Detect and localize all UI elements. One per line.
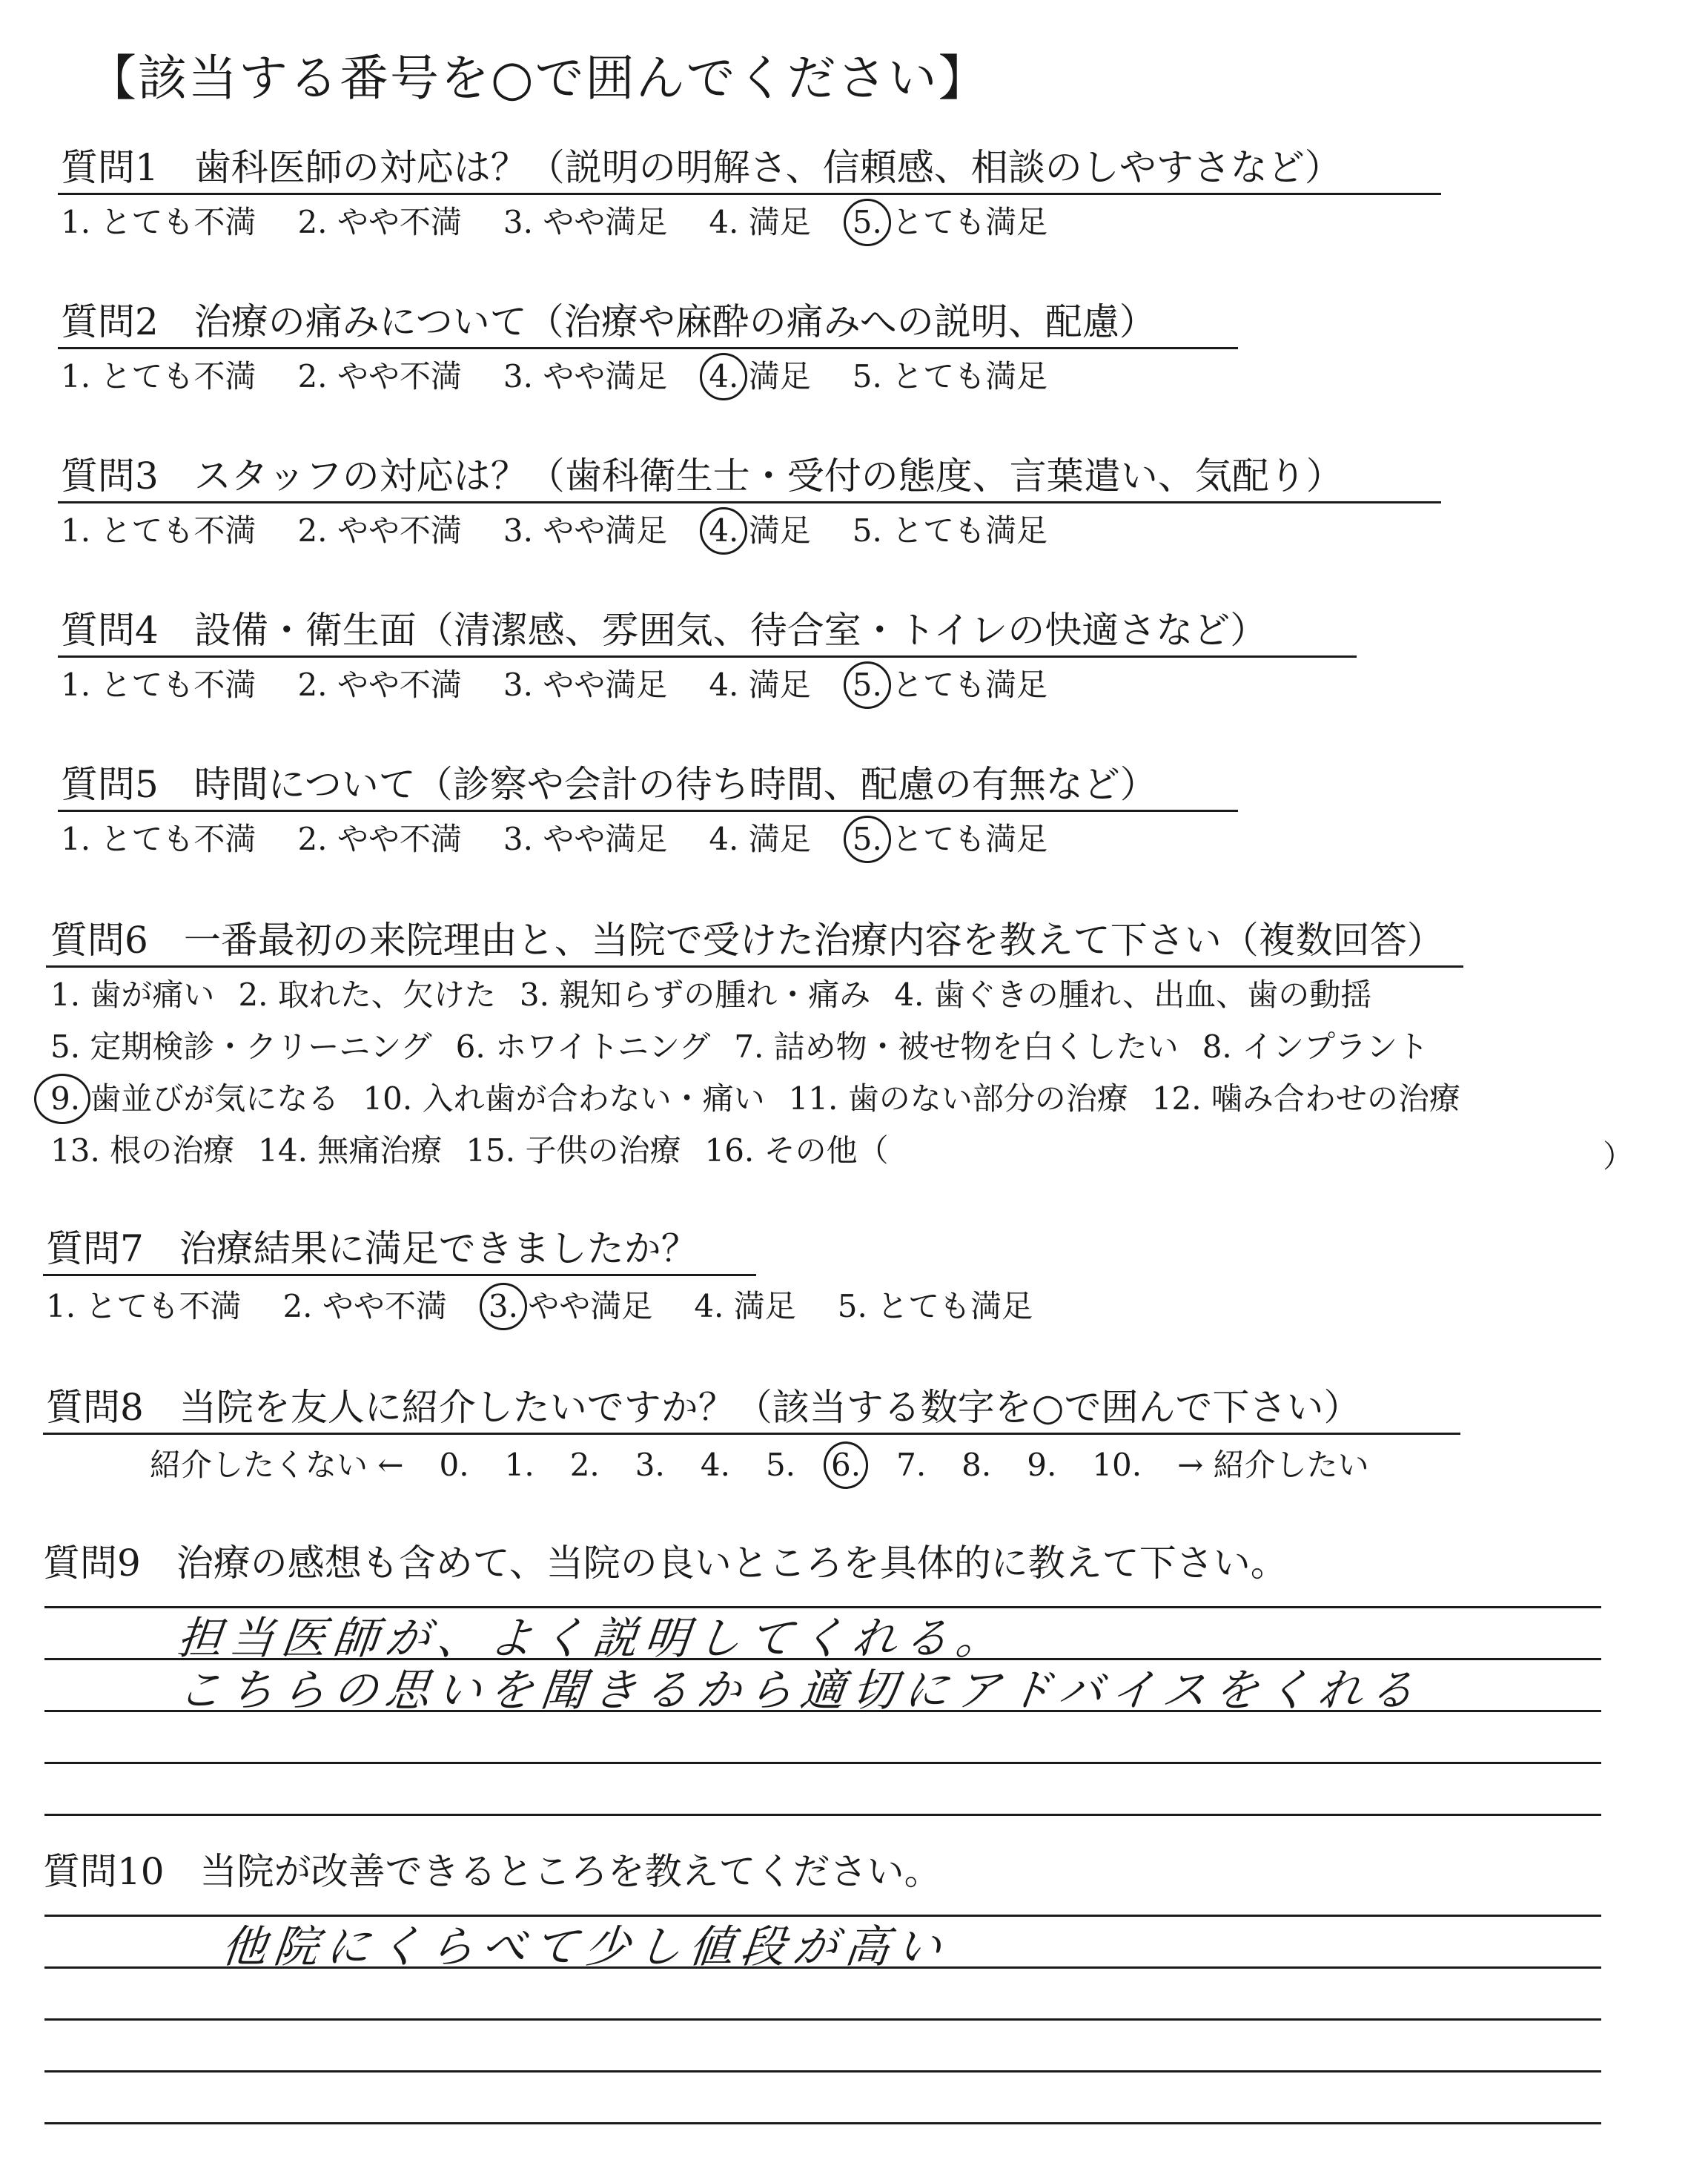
option-2[interactable]: 2. やや不満 xyxy=(297,667,462,703)
option-row xyxy=(50,1080,1484,1118)
question-5-heading xyxy=(61,762,1157,807)
question-4-options xyxy=(61,666,1047,704)
treatment-option[interactable]: 7. 詰め物・被せ物を白くしたい xyxy=(734,1028,1179,1065)
option-4[interactable]: 4. 満足 xyxy=(694,1288,796,1324)
treatment-option[interactable]: 8. インプラント xyxy=(1202,1028,1429,1065)
option-1[interactable]: 1. とても不満 xyxy=(61,667,256,703)
selection-circle xyxy=(824,1441,868,1489)
recommend-left-label: 紹介したくない ← xyxy=(150,1447,404,1483)
option-2[interactable]: 2. やや不満 xyxy=(297,821,462,857)
recommend-value[interactable]: 7. xyxy=(896,1447,927,1483)
recommend-value[interactable]: 2. xyxy=(569,1447,600,1483)
option-3[interactable]: 3. やや満足 xyxy=(503,512,668,549)
question-number: 質問9 xyxy=(43,1542,141,1585)
option-5[interactable]: 5. とても満足 xyxy=(852,358,1048,394)
option-1[interactable]: 1. とても不満 xyxy=(61,204,256,240)
question-7-options xyxy=(46,1287,1033,1326)
option-2[interactable]: 2. やや不満 xyxy=(297,204,462,240)
option-2[interactable]: 2. やや不満 xyxy=(297,358,462,394)
question-3-options xyxy=(61,512,1047,550)
answer-line xyxy=(44,2018,1601,2021)
treatment-option[interactable]: 16. その他（ xyxy=(704,1132,889,1169)
selection-circle xyxy=(844,199,891,246)
answer-line xyxy=(44,1814,1601,1816)
handwritten-answer: 他院にくらべて少し値段が高い xyxy=(219,1921,952,1973)
treatment-option[interactable]: 5. 定期検診・クリーニング xyxy=(50,1028,432,1065)
treatment-option[interactable]: 9. 歯並びが気になる xyxy=(50,1080,339,1118)
option-5[interactable]: 5. とても満足 xyxy=(853,203,1047,242)
recommend-value[interactable]: 1. xyxy=(504,1447,534,1483)
recommend-value[interactable]: 10. xyxy=(1092,1447,1142,1483)
option-4[interactable]: 4. 満足 xyxy=(709,821,811,857)
selection-circle xyxy=(844,816,891,863)
treatment-option[interactable]: 3. 親知らずの腫れ・痛み xyxy=(519,977,871,1013)
question-underline xyxy=(43,1433,1460,1435)
recommend-value[interactable]: 5. xyxy=(765,1447,796,1483)
handwritten-answer: 担当医師が、よく説明してくれる。 xyxy=(174,1613,1011,1665)
question-text: 設備・衛生面（清潔感、雰囲気、待合室・トイレの快適さなど） xyxy=(193,609,1268,652)
question-number: 質問2 xyxy=(61,300,159,343)
option-row xyxy=(50,976,1395,1014)
option-3[interactable]: 3. やや満足 xyxy=(503,667,668,703)
question-text: 治療の感想も含めて、当院の良いところを具体的に教えて下さい。 xyxy=(176,1542,1288,1585)
option-5[interactable]: 5. とても満足 xyxy=(837,1288,1033,1324)
recommend-scale xyxy=(150,1446,1369,1484)
page-title: 【該当する番号を○で囲んでください】 xyxy=(87,50,989,107)
answer-line xyxy=(44,1762,1601,1764)
treatment-option[interactable]: 11. 歯のない部分の治療 xyxy=(788,1080,1128,1117)
treatment-option[interactable]: 12. 噛み合わせの治療 xyxy=(1151,1080,1460,1117)
question-text: 治療結果に満足できましたか？ xyxy=(179,1227,698,1270)
question-5-options xyxy=(61,820,1047,859)
recommend-value[interactable]: 4. xyxy=(700,1447,730,1483)
question-underline xyxy=(43,1274,756,1276)
option-3[interactable]: 3. やや満足 xyxy=(503,821,668,857)
treatment-option[interactable]: 6. ホワイトニング xyxy=(455,1028,711,1065)
question-underline xyxy=(46,965,1463,968)
option-3[interactable]: 3. やや満足 xyxy=(503,204,668,240)
question-number: 質問10 xyxy=(43,1850,165,1893)
other-close-paren: ） xyxy=(1603,1138,1635,1175)
option-5[interactable]: 5. とても満足 xyxy=(853,666,1047,704)
treatment-option[interactable]: 14. 無痛治療 xyxy=(258,1132,443,1169)
question-number: 質問1 xyxy=(61,146,159,189)
question-number: 質問5 xyxy=(61,763,159,806)
question-underline xyxy=(58,193,1441,195)
question-7-heading xyxy=(46,1226,698,1271)
recommend-value[interactable]: 6. xyxy=(831,1446,861,1484)
option-2[interactable]: 2. やや不満 xyxy=(282,1288,447,1324)
question-9-heading xyxy=(43,1541,1288,1585)
question-3-heading xyxy=(61,454,1343,498)
recommend-value[interactable]: 0. xyxy=(439,1447,469,1483)
answer-line xyxy=(44,2122,1601,2124)
question-number: 質問6 xyxy=(50,919,148,962)
option-1[interactable]: 1. とても不満 xyxy=(61,512,256,549)
recommend-value[interactable]: 3. xyxy=(635,1447,665,1483)
selection-circle xyxy=(480,1283,527,1330)
option-1[interactable]: 1. とても不満 xyxy=(61,358,256,394)
question-number: 質問3 xyxy=(61,455,159,498)
question-4-heading xyxy=(61,608,1267,653)
answer-line xyxy=(44,2070,1601,2073)
selection-circle xyxy=(700,353,747,400)
recommend-value[interactable]: 8. xyxy=(961,1447,992,1483)
option-4[interactable]: 4. 満足 xyxy=(709,512,810,550)
treatment-option[interactable]: 2. 取れた、欠けた xyxy=(238,977,496,1013)
question-number: 質問8 xyxy=(46,1386,144,1429)
question-text: 当院を友人に紹介したいですか？（該当する数字を○で囲んで下さい） xyxy=(179,1386,1361,1429)
question-1-heading xyxy=(61,145,1342,190)
question-text: スタッフの対応は？（歯科衛生士・受付の態度、言葉遣い、気配り） xyxy=(193,455,1343,498)
question-text: 治療の痛みについて（治療や麻酔の痛みへの説明、配慮） xyxy=(193,300,1156,343)
question-6-heading xyxy=(50,918,1444,962)
question-number: 質問7 xyxy=(46,1227,144,1270)
option-1[interactable]: 1. とても不満 xyxy=(61,821,256,857)
question-2-options xyxy=(61,357,1047,396)
option-5[interactable]: 5. とても満足 xyxy=(852,512,1048,549)
question-text: 歯科医師の対応は？（説明の明解さ、信頼感、相談のしやすさなど） xyxy=(193,146,1342,189)
selection-circle xyxy=(34,1074,90,1124)
option-3[interactable]: 3. やや満足 xyxy=(489,1287,652,1326)
question-underline xyxy=(58,655,1357,658)
option-row xyxy=(50,1132,913,1170)
question-2-heading xyxy=(61,300,1156,344)
question-text: 当院が改善できるところを教えてください。 xyxy=(199,1850,941,1893)
treatment-option[interactable]: 10. 入れ歯が合わない・痛い xyxy=(363,1080,765,1117)
treatment-option[interactable]: 1. 歯が痛い xyxy=(50,977,215,1013)
option-3[interactable]: 3. やや満足 xyxy=(503,358,668,394)
option-5[interactable]: 5. とても満足 xyxy=(853,820,1047,859)
question-1-options xyxy=(61,203,1047,242)
option-row xyxy=(50,1028,1452,1066)
question-underline xyxy=(58,347,1238,349)
question-underline xyxy=(58,810,1238,812)
handwritten-answer: こちらの思いを聞きるから適切にアドバイスをくれる xyxy=(174,1665,1425,1717)
selection-circle xyxy=(844,661,891,709)
question-text: 時間について（診察や会計の待ち時間、配慮の有無など） xyxy=(193,763,1157,806)
selection-circle xyxy=(700,507,747,555)
option-4[interactable]: 4. 満足 xyxy=(709,204,811,240)
treatment-option[interactable]: 4. 歯ぐきの腫れ、出血、歯の動揺 xyxy=(894,977,1372,1013)
question-10-heading xyxy=(43,1849,941,1894)
recommend-right-label: → 紹介したい xyxy=(1177,1447,1369,1483)
treatment-option[interactable]: 15. 子供の治療 xyxy=(466,1132,681,1169)
treatment-option[interactable]: 13. 根の治療 xyxy=(50,1132,235,1169)
option-1[interactable]: 1. とても不満 xyxy=(46,1288,242,1324)
question-8-heading xyxy=(46,1385,1360,1430)
question-underline xyxy=(58,501,1441,503)
option-4[interactable]: 4. 満足 xyxy=(709,357,810,396)
question-number: 質問4 xyxy=(61,609,159,652)
option-2[interactable]: 2. やや不満 xyxy=(297,512,462,549)
question-text: 一番最初の来院理由と、当院で受けた治療内容を教えて下さい（複数回答） xyxy=(183,919,1444,962)
recommend-value[interactable]: 9. xyxy=(1027,1447,1057,1483)
option-4[interactable]: 4. 満足 xyxy=(709,667,811,703)
